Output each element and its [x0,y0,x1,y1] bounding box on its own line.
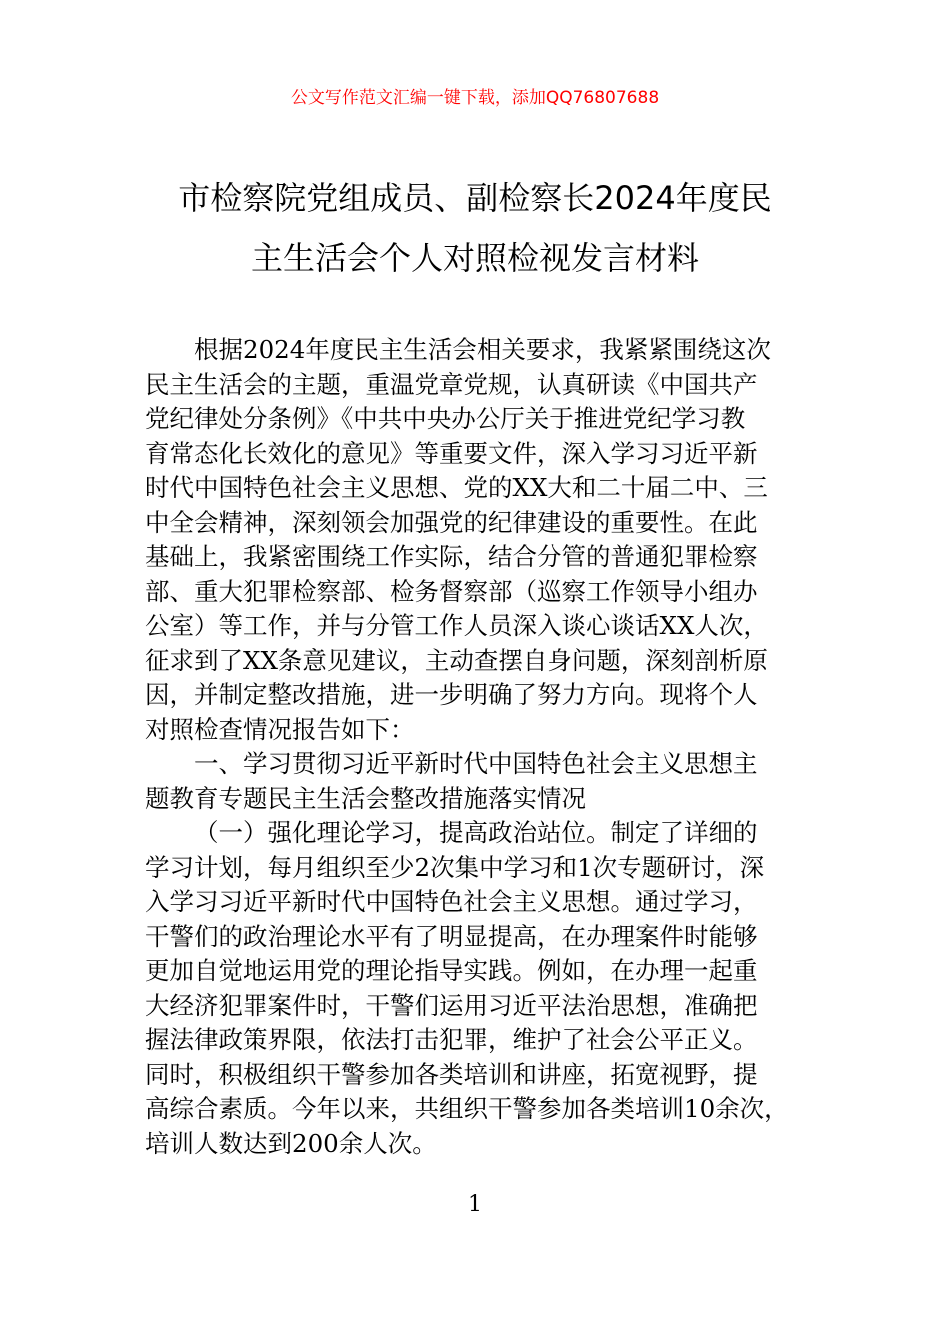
text-line: 大经济犯罪案件时，干警们运用习近平法治思想，准确把 [145,990,758,1020]
text-line: 党纪律处分条例》《中共中央办公厅关于推进党纪学习教 [145,404,746,433]
title-line-2: 主生活会个人对照检视发言材料 [250,239,699,277]
text-line: 对照检查情况报告如下： [145,714,415,744]
paragraph-intro [145,333,813,747]
page-number: 1 [468,1192,482,1217]
text-line: 时代中国特色社会主义思想、党的XX大和二十届二中、三 [145,473,768,502]
text-line: 更加自觉地运用党的理论指导实践。例如，在办理一起重 [145,956,758,985]
text-line: 部、重大犯罪检察部、检务督察部（巡察工作领导小组办 [145,576,758,606]
text-line: 入学习习近平新时代中国特色社会主义思想。通过学习， [145,887,758,916]
text-line: 一、学习贯彻习近平新时代中国特色社会主义思想主 [194,749,758,778]
text-line: 学习计划，每月组织至少2次集中学习和1次专题研讨，深 [145,852,765,882]
document-body [145,333,813,1161]
text-line: 征求到了XX条意见建议，主动查摆自身问题，深刻剖析原 [145,645,768,675]
text-line: 高综合素质。今年以来，共组织干警参加各类培训10余次， [145,1094,789,1123]
document-title [110,168,840,288]
text-line: 因，并制定整改措施，进一步明确了努力方向。现将个人 [145,680,758,709]
paragraph-subsection-1 [145,816,813,1161]
section-heading-1 [145,747,813,816]
text-line: 公室）等工作，并与分管工作人员深入谈心谈话XX人次， [145,611,768,640]
text-line: 基础上，我紧密围绕工作实际，结合分管的普通犯罪检察 [145,542,758,571]
text-line: 培训人数达到200余人次。 [145,1128,437,1158]
text-line: 干警们的政治理论水平有了明显提高，在办理案件时能够 [145,921,758,951]
text-line: （一）强化理论学习，提高政治站位。制定了详细的 [194,818,758,847]
text-line: 中全会精神，深刻领会加强党的纪律建设的重要性。在此 [145,507,758,537]
text-line: 同时，积极组织干警参加各类培训和讲座，拓宽视野，提 [145,1059,758,1089]
header-note: 公文写作范文汇编一键下载，添加QQ76807688 [290,88,660,108]
text-line: 题教育专题民主生活会整改措施落实情况 [145,783,586,813]
text-line: 握法律政策界限，依法打击犯罪，维护了社会公平正义。 [145,1025,758,1054]
title-line-1: 市检察院党组成员、副检察长2024年度民 [178,179,772,217]
text-line: 育常态化长效化的意见》等重要文件，深入学习习近平新 [145,438,758,468]
text-line: 根据2024年度民主生活会相关要求，我紧紧围绕这次 [194,335,771,364]
text-line: 民主生活会的主题，重温党章党规，认真研读《中国共产 [145,369,758,399]
